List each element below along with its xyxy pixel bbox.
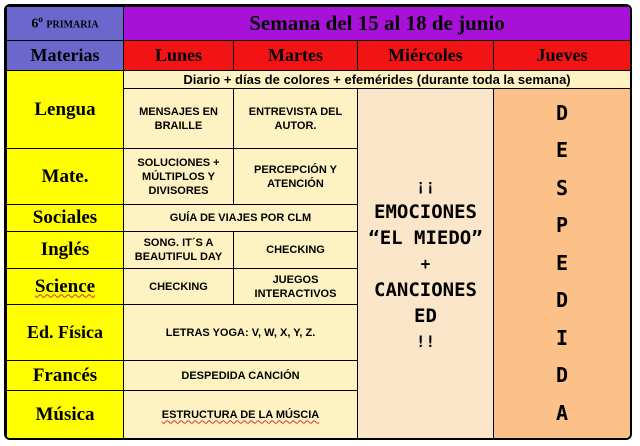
wed-line3: CANCIONES (374, 278, 477, 301)
subject-frances: Francés (7, 361, 124, 391)
cell-edfisica: LETRAS YOGA: V, W, X, Y, Z. (124, 305, 358, 361)
wed-line2: “EL MIEDO” (368, 226, 483, 249)
wednesday-column (358, 89, 494, 439)
subject-edfisica: Ed. Física (7, 305, 124, 361)
thursday-letter: D (555, 100, 569, 125)
cell-lengua-martes: ENTREVISTA DEL AUTOR. (234, 89, 358, 149)
day-jueves: Jueves (494, 41, 631, 71)
cell-ingles-martes: CHECKING (234, 232, 358, 269)
cell-lengua-lunes: MENSAJES EN BRAILLE (124, 89, 234, 149)
cell-musica (124, 391, 358, 439)
cell-science-lunes: CHECKING (124, 269, 234, 305)
subject-ingles: Inglés (7, 232, 124, 269)
wed-line1: EMOCIONES (374, 200, 477, 223)
cell-frances: DESPEDIDA CANCIÓN (124, 361, 358, 391)
materias-header: Materias (7, 41, 124, 71)
grade-suffix: o (38, 14, 43, 25)
subject-sociales: Sociales (7, 205, 124, 232)
diario-banner: Diario + días de colores + efemérides (durante toda la semana) (124, 71, 631, 89)
subject-science (7, 269, 124, 305)
week-title: Semana del 15 al 18 de junio (124, 7, 631, 41)
thursday-letter: P (555, 213, 569, 238)
wed-line4: ED (414, 304, 437, 327)
wed-open: ¡¡ (415, 175, 436, 195)
subject-science-label: Science (34, 275, 96, 297)
subject-lengua: Lengua (7, 71, 124, 149)
day-martes: Martes (234, 41, 358, 71)
thursday-letter: S (555, 175, 569, 200)
grade-cell (7, 7, 124, 41)
weekly-schedule-table (6, 6, 631, 439)
day-lunes: Lunes (124, 41, 234, 71)
thursday-letter: D (555, 288, 569, 313)
cell-sociales: GUÍA DE VIAJES POR CLM (124, 205, 358, 232)
cell-mate-lunes: SOLUCIONES + MÚLTIPLOS Y DIVISORES (124, 149, 234, 205)
thursday-letter: E (555, 250, 569, 275)
subject-musica: Música (7, 391, 124, 439)
cell-ingles-lunes: SONG. IT´S A BEAUTIFUL DAY (124, 232, 234, 269)
day-miercoles: Miércoles (358, 41, 494, 71)
grade-number: 6 (31, 16, 39, 32)
subject-mate: Mate. (7, 149, 124, 205)
wed-plus: + (420, 253, 431, 273)
thursday-letter: D (555, 363, 569, 388)
thursday-letter: I (555, 325, 569, 350)
thursday-column (494, 89, 631, 439)
wed-close: !! (415, 331, 436, 351)
thursday-letter: A (555, 400, 569, 425)
cell-science-martes: JUEGOS INTERACTIVOS (234, 269, 358, 305)
cell-mate-martes: PERCEPCIÓN Y ATENCIÓN (234, 149, 358, 205)
thursday-letter: E (555, 138, 569, 163)
schedule-frame (4, 4, 632, 440)
grade-label: PRIMARIA (46, 19, 99, 31)
cell-musica-label: ESTRUCTURA DE LA MÚSCIA (161, 408, 320, 421)
